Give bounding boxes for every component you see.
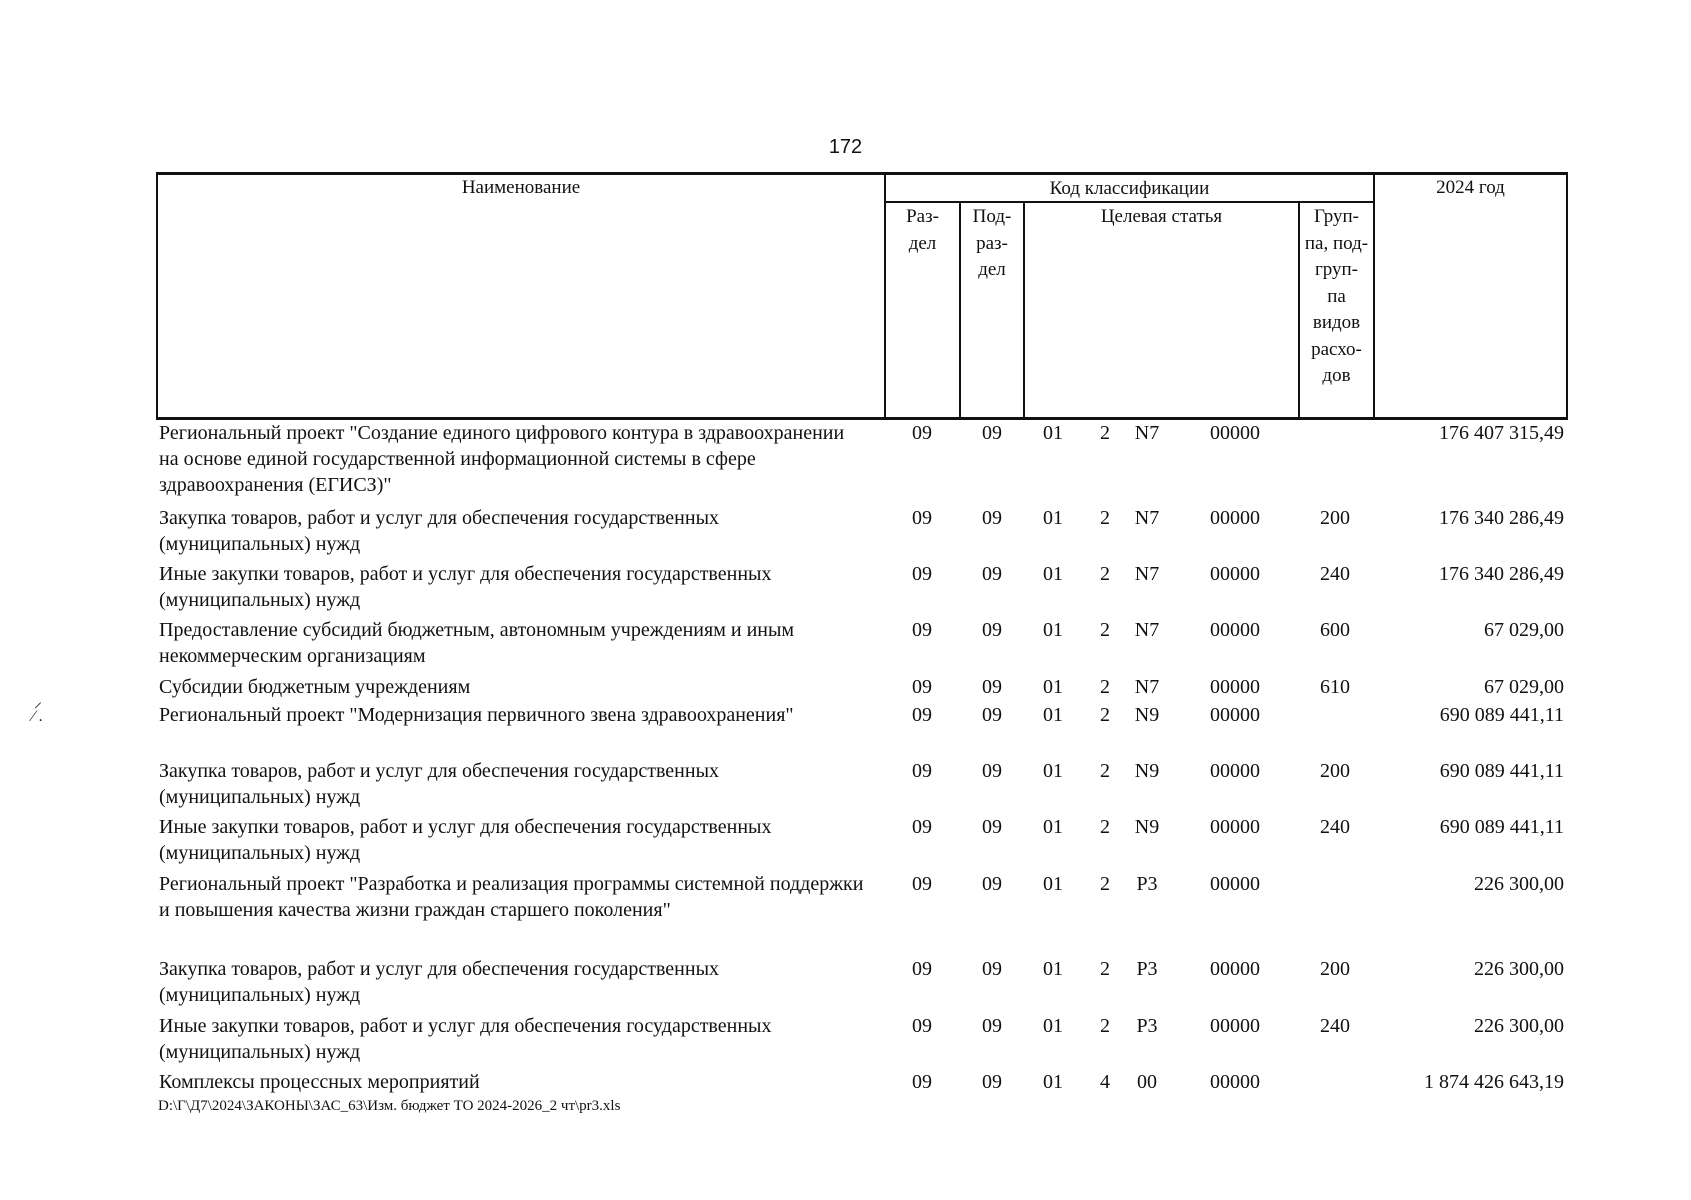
- row-ts2: 2: [1100, 507, 1110, 529]
- row-vr: 200: [1320, 958, 1350, 980]
- row-amount: 176 407 315,49: [1439, 422, 1564, 444]
- row-ts2: 2: [1100, 1015, 1110, 1037]
- row-vr: 200: [1320, 507, 1350, 529]
- row-amount: 226 300,00: [1474, 1015, 1564, 1037]
- row-name: Региональный проект "Создание единого цифрового контура в здравоохранении на основе единой государственной информационной системы в сфере здравоохранения (ЕГИСЗ)": [159, 422, 845, 496]
- row-name: Закупка товаров, работ и услуг для обеспечения государственных (муниципальных) нужд: [159, 760, 720, 808]
- row-razdel: 09: [912, 422, 932, 444]
- row-podrazdel: 09: [982, 816, 1002, 838]
- header-divider-year: [1373, 172, 1375, 420]
- row-podrazdel: 09: [982, 1015, 1002, 1037]
- row-ts3: P3: [1136, 873, 1158, 895]
- row-amount: 1 874 426 643,19: [1424, 1071, 1564, 1093]
- row-ts2: 2: [1100, 816, 1110, 838]
- row-podrazdel: 09: [982, 704, 1002, 726]
- row-ts3: N7: [1134, 422, 1160, 444]
- row-razdel: 09: [912, 816, 932, 838]
- header-expense-group: Груп- па, под- груп- па видов расхо- дов: [1304, 206, 1369, 386]
- row-name: Субсидии бюджетным учреждениям: [159, 676, 471, 698]
- row-razdel: 09: [912, 563, 932, 585]
- row-vr: 240: [1320, 563, 1350, 585]
- row-name: Закупка товаров, работ и услуг для обеспечения государственных (муниципальных) нужд: [159, 507, 720, 555]
- row-name: Предоставление субсидий бюджетным, автономным учреждениям и иным некоммерческим организациям: [159, 619, 795, 667]
- row-ts3: P3: [1136, 1015, 1158, 1037]
- row-name: Иные закупки товаров, работ и услуг для обеспечения государственных (муниципальных) нужд: [159, 1015, 772, 1063]
- row-name: Иные закупки товаров, работ и услуг для обеспечения государственных (муниципальных) нужд: [159, 563, 772, 611]
- header-left-border: [156, 172, 158, 420]
- row-ts4: 00000: [1210, 760, 1260, 782]
- row-ts4: 00000: [1210, 1071, 1260, 1093]
- row-vr: 240: [1320, 816, 1350, 838]
- row-amount: 226 300,00: [1474, 958, 1564, 980]
- row-ts1: 01: [1043, 619, 1063, 641]
- row-razdel: 09: [912, 873, 932, 895]
- row-ts1: 01: [1043, 816, 1063, 838]
- row-razdel: 09: [912, 619, 932, 641]
- row-amount: 690 089 441,11: [1439, 704, 1564, 726]
- row-ts2: 4: [1100, 1071, 1110, 1093]
- row-name: Иные закупки товаров, работ и услуг для обеспечения государственных (муниципальных) нужд: [159, 816, 772, 864]
- row-podrazdel: 09: [982, 760, 1002, 782]
- row-vr: 610: [1320, 676, 1350, 698]
- row-razdel: 09: [912, 704, 932, 726]
- scan-mark-left-2: ⁄ .: [32, 708, 43, 725]
- row-podrazdel: 09: [982, 873, 1002, 895]
- header-right-border: [1566, 172, 1568, 420]
- row-name: Региональный проект "Разработка и реализация программы системной поддержки и повышения качества жизни граждан старшего поколения": [159, 873, 864, 921]
- row-ts3: N9: [1134, 760, 1160, 782]
- row-ts4: 00000: [1210, 563, 1260, 585]
- row-ts4: 00000: [1210, 816, 1260, 838]
- header-classification-code: Код классификации: [1049, 178, 1210, 199]
- row-ts3: N9: [1134, 816, 1160, 838]
- header-year: 2024 год: [1436, 177, 1505, 198]
- row-ts3: N7: [1134, 619, 1160, 641]
- row-ts3: N7: [1134, 507, 1160, 529]
- row-podrazdel: 09: [982, 563, 1002, 585]
- row-ts4: 00000: [1210, 704, 1260, 726]
- row-ts3: N9: [1134, 704, 1160, 726]
- row-amount: 67 029,00: [1484, 619, 1564, 641]
- row-name: Закупка товаров, работ и услуг для обеспечения государственных (муниципальных) нужд: [159, 958, 720, 1006]
- row-podrazdel: 09: [982, 507, 1002, 529]
- row-ts4: 00000: [1210, 507, 1260, 529]
- row-ts1: 01: [1043, 1071, 1063, 1093]
- row-ts4: 00000: [1210, 1015, 1260, 1037]
- row-razdel: 09: [912, 676, 932, 698]
- row-amount: 226 300,00: [1474, 873, 1564, 895]
- row-ts2: 2: [1100, 704, 1110, 726]
- row-vr: 200: [1320, 760, 1350, 782]
- row-ts1: 01: [1043, 422, 1063, 444]
- row-ts1: 01: [1043, 676, 1063, 698]
- row-ts2: 2: [1100, 422, 1110, 444]
- row-amount: 690 089 441,11: [1439, 816, 1564, 838]
- row-ts3: 00: [1137, 1071, 1157, 1093]
- header-target-article: Целевая статья: [1100, 206, 1223, 227]
- row-amount: 176 340 286,49: [1439, 563, 1564, 585]
- row-ts2: 2: [1100, 563, 1110, 585]
- row-ts2: 2: [1100, 619, 1110, 641]
- row-ts1: 01: [1043, 873, 1063, 895]
- row-ts3: P3: [1136, 958, 1158, 980]
- row-podrazdel: 09: [982, 1071, 1002, 1093]
- row-ts1: 01: [1043, 507, 1063, 529]
- row-ts3: N7: [1134, 676, 1160, 698]
- row-amount: 67 029,00: [1484, 676, 1564, 698]
- row-amount: 176 340 286,49: [1439, 507, 1564, 529]
- row-name: Региональный проект "Модернизация первичного звена здравоохранения": [159, 704, 794, 726]
- row-ts4: 00000: [1210, 873, 1260, 895]
- header-section: Раз- дел: [906, 206, 939, 254]
- row-ts1: 01: [1043, 958, 1063, 980]
- row-name: Комплексы процессных мероприятий: [159, 1071, 480, 1093]
- row-razdel: 09: [912, 760, 932, 782]
- scan-mark-left: ⸝: [34, 694, 43, 711]
- row-ts4: 00000: [1210, 619, 1260, 641]
- row-ts2: 2: [1100, 958, 1110, 980]
- page-number: 172: [828, 136, 863, 158]
- row-ts2: 2: [1100, 760, 1110, 782]
- row-razdel: 09: [912, 1015, 932, 1037]
- row-vr: 240: [1320, 1015, 1350, 1037]
- row-ts3: N7: [1134, 563, 1160, 585]
- row-ts4: 00000: [1210, 676, 1260, 698]
- row-ts1: 01: [1043, 1015, 1063, 1037]
- row-vr: 600: [1320, 619, 1350, 641]
- row-ts1: 01: [1043, 704, 1063, 726]
- row-podrazdel: 09: [982, 958, 1002, 980]
- row-razdel: 09: [912, 958, 932, 980]
- row-razdel: 09: [912, 1071, 932, 1093]
- header-name: Наименование: [461, 177, 581, 198]
- row-ts1: 01: [1043, 563, 1063, 585]
- header-subsection: Под- раз- дел: [972, 206, 1012, 280]
- row-podrazdel: 09: [982, 676, 1002, 698]
- row-razdel: 09: [912, 507, 932, 529]
- row-podrazdel: 09: [982, 619, 1002, 641]
- row-ts2: 2: [1100, 676, 1110, 698]
- file-path-footer: D:\Г\Д7\2024\ЗАКОНЫ\ЗАС_63\Изм. бюджет ТО 2024-2026_2 чт\pr3.xls: [158, 1098, 621, 1114]
- row-ts1: 01: [1043, 760, 1063, 782]
- row-ts4: 00000: [1210, 422, 1260, 444]
- row-ts2: 2: [1100, 873, 1110, 895]
- header-divider-podrazdel: [1023, 201, 1025, 420]
- row-podrazdel: 09: [982, 422, 1002, 444]
- row-ts4: 00000: [1210, 958, 1260, 980]
- row-amount: 690 089 441,11: [1439, 760, 1564, 782]
